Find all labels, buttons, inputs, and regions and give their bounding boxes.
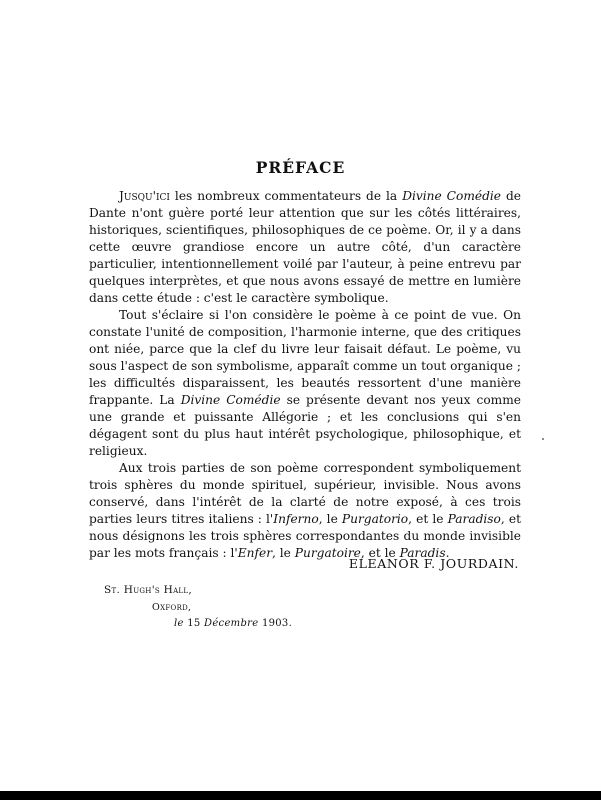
date-day: 15 bbox=[187, 618, 201, 629]
italic-title: Enfer bbox=[237, 546, 273, 560]
page-speck bbox=[542, 438, 544, 440]
text-run: , et nous désignons les trois sphères correspondantes du monde invisible par les mots français : l' bbox=[89, 512, 522, 560]
address-line-hall: St. Hugh's Hall, bbox=[104, 584, 192, 596]
paragraph bbox=[89, 307, 521, 460]
paragraph bbox=[89, 188, 521, 307]
text-run: Aux trois parties de son poème correspondent symboliquement trois sphères du monde spirituel, supérieur, invisible. Nous avons conservé, dans l'intérêt de la clarté de notre exposé, à ces trois parties leurs titres italiens : l' bbox=[89, 461, 521, 526]
text-run: , et le bbox=[360, 546, 400, 560]
author-signature: ELEANOR F. JOURDAIN. bbox=[348, 556, 519, 571]
text-run: les nombreux commentateurs de la bbox=[169, 189, 403, 203]
italic-title: Divine Comédie bbox=[402, 189, 502, 203]
text-run: , le bbox=[318, 512, 342, 526]
page-title: PRÉFACE bbox=[255, 158, 346, 177]
date-month: Décembre bbox=[204, 618, 259, 629]
text-run: . bbox=[445, 546, 450, 560]
address-line-date bbox=[174, 618, 292, 629]
scan-bottom-edge bbox=[0, 791, 601, 800]
italic-title: Paradis bbox=[399, 546, 446, 560]
italic-title: Paradiso bbox=[447, 512, 501, 526]
italic-title: Purgatorio bbox=[341, 512, 409, 526]
text-run: se présente devant nos yeux comme une grande et puissante Allégorie ; et les conclusions qui s'en dégagent sont du plus haut intérêt psychologique, philosophique, et religieux. bbox=[89, 393, 521, 458]
date-year: 1903. bbox=[261, 618, 293, 629]
italic-title: Divine Comédie bbox=[180, 393, 281, 407]
preface-body bbox=[89, 188, 521, 562]
address-line-city: Oxford, bbox=[152, 602, 192, 613]
text-run: , et le bbox=[408, 512, 448, 526]
date-prefix: le bbox=[174, 618, 184, 629]
text-run: , le bbox=[272, 546, 295, 560]
italic-title: Purgatoire bbox=[294, 546, 361, 560]
text-run: de Dante n'ont guère porté leur attention que sur les côtés littéraires, historiques, scientifiques, philosophiques de ce poème. Or, il y a dans cette œuvre grandiose encore un autre côté, d'un caractère particulier, intentionnellement voilé par l'auteur, à peine entrevu par quelques interprètes, et que nous avons essayé de mettre en lumière dans cette étude : c'est le caractère symbolique. bbox=[89, 189, 522, 305]
text-run: Tout s'éclaire si l'on considère le poème à ce point de vue. On constate l'unité de composition, l'harmonie interne, que des critiques ont niée, parce que la clef du livre leur faisait défaut. Le poème, vu sous l'aspect de son symbolisme, apparaît comme un tout organique ; les difficultés disparaissent, les beautés ressortent d'une manière frappante. La bbox=[89, 308, 521, 407]
paragraph bbox=[89, 460, 521, 562]
italic-title: Inferno bbox=[273, 512, 319, 526]
paragraph-lead-smallcaps: Jusqu'ici bbox=[119, 189, 170, 203]
